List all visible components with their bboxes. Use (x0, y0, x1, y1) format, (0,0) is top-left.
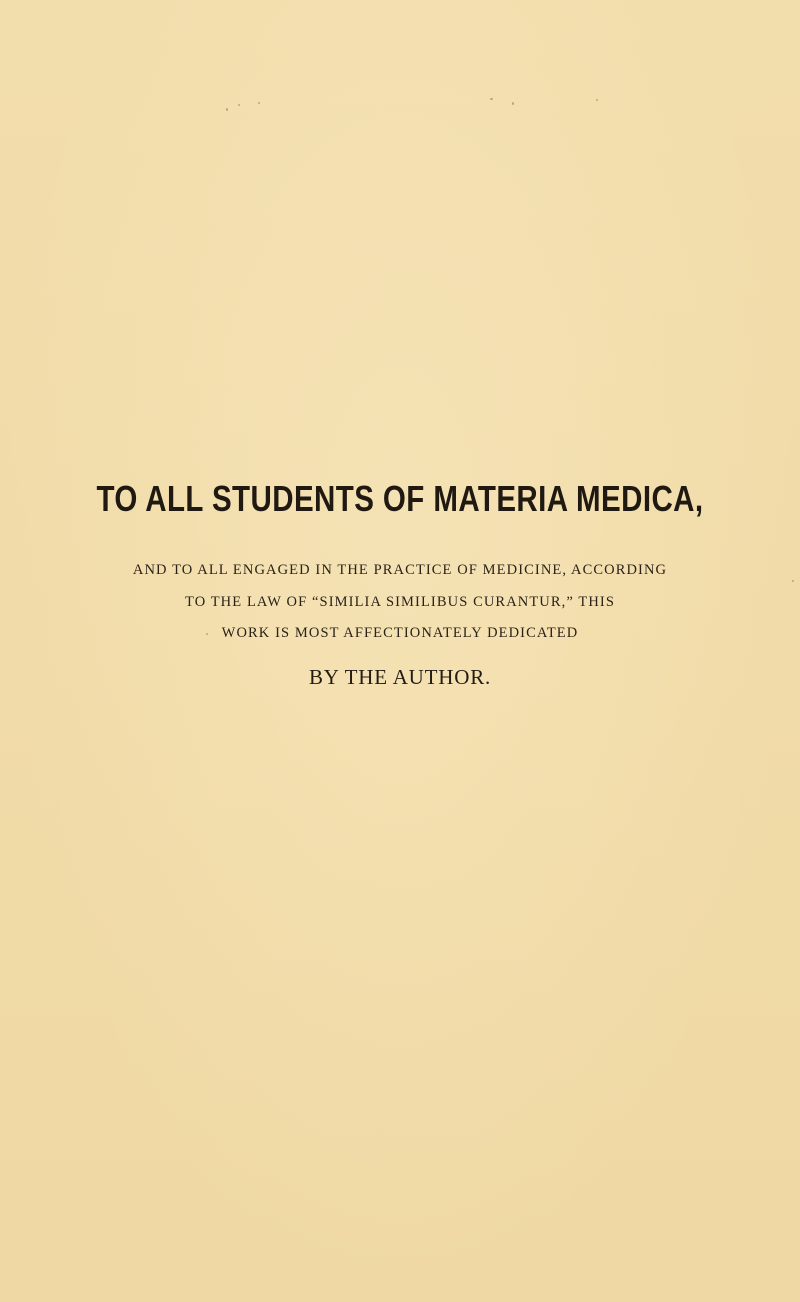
dedication-heading: TO ALL STUDENTS OF MATERIA MEDICA, (96, 478, 704, 519)
dedication-line-2: TO THE LAW OF “SIMILIA SIMILIBUS CURANTUR,” THIS (185, 594, 615, 610)
paper-speck (490, 98, 493, 100)
paper-speck (512, 102, 514, 105)
paper-speck (596, 99, 598, 101)
paper-speck (226, 108, 228, 111)
paper-speck (238, 104, 240, 106)
dedication-line-1: AND TO ALL ENGAGED IN THE PRACTICE OF MEDICINE, ACCORDING (132, 562, 668, 578)
dedication-line-3: WORK IS MOST AFFECTIONATELY DEDICATED (221, 625, 579, 641)
paper-speck (792, 580, 794, 582)
paper-speck (258, 102, 260, 104)
author-byline: BY THE AUTHOR. (308, 665, 492, 689)
